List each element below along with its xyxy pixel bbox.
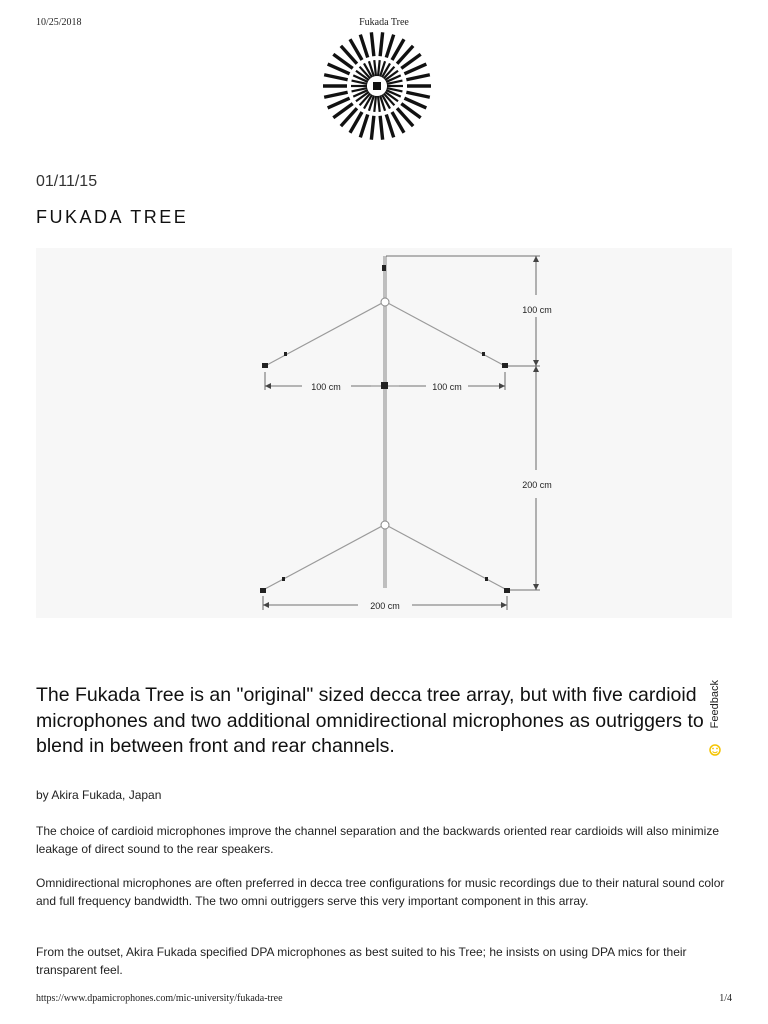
- feedback-tab[interactable]: [705, 678, 727, 760]
- print-url: https://www.dpamicrophones.com/mic-university/fukada-tree: [36, 993, 283, 1004]
- dim-mid-height: 200 cm: [522, 480, 552, 490]
- dim-left-width: 100 cm: [311, 382, 341, 392]
- dim-bottom-width: 200 cm: [370, 601, 400, 611]
- paragraph: The choice of cardioid microphones improve the channel separation and the backwards oriented rear cardioids will also minimize leakage of direct sound to the rear speakers.: [36, 824, 720, 856]
- paragraph: From the outset, Akira Fukada specified DPA microphones as best suited to his Tree; he insists on using DPA mics for their transparent feel.: [36, 945, 687, 977]
- lead-paragraph: The Fukada Tree is an "original" sized decca tree array, but with five cardioid microphones and two additional omnidirectional microphones as outriggers to blend in between front and rear channels.: [36, 684, 704, 757]
- smiley-icon: [710, 745, 720, 755]
- brand-logo-icon: [317, 30, 437, 142]
- paragraph: Omnidirectional microphones are often preferred in decca tree configurations for music recordings due to their natural sound color and full frequency bandwidth. The two omni outriggers serve this very important component in this array.: [36, 876, 725, 908]
- dim-top-height: 100 cm: [522, 305, 552, 315]
- dim-right-width: 100 cm: [432, 382, 462, 392]
- print-page-title: Fukada Tree: [359, 17, 409, 28]
- print-footer: [36, 993, 732, 1007]
- feedback-label: Feedback: [708, 680, 721, 729]
- post-date: 01/11/15: [36, 173, 98, 190]
- byline: by Akira Fukada, Japan: [36, 788, 162, 802]
- print-date: 10/25/2018: [36, 17, 82, 28]
- fukada-tree-diagram: [36, 248, 732, 618]
- print-header: [36, 17, 732, 31]
- page-number: 1/4: [719, 993, 732, 1004]
- post-title: FUKADA TREE: [36, 207, 189, 227]
